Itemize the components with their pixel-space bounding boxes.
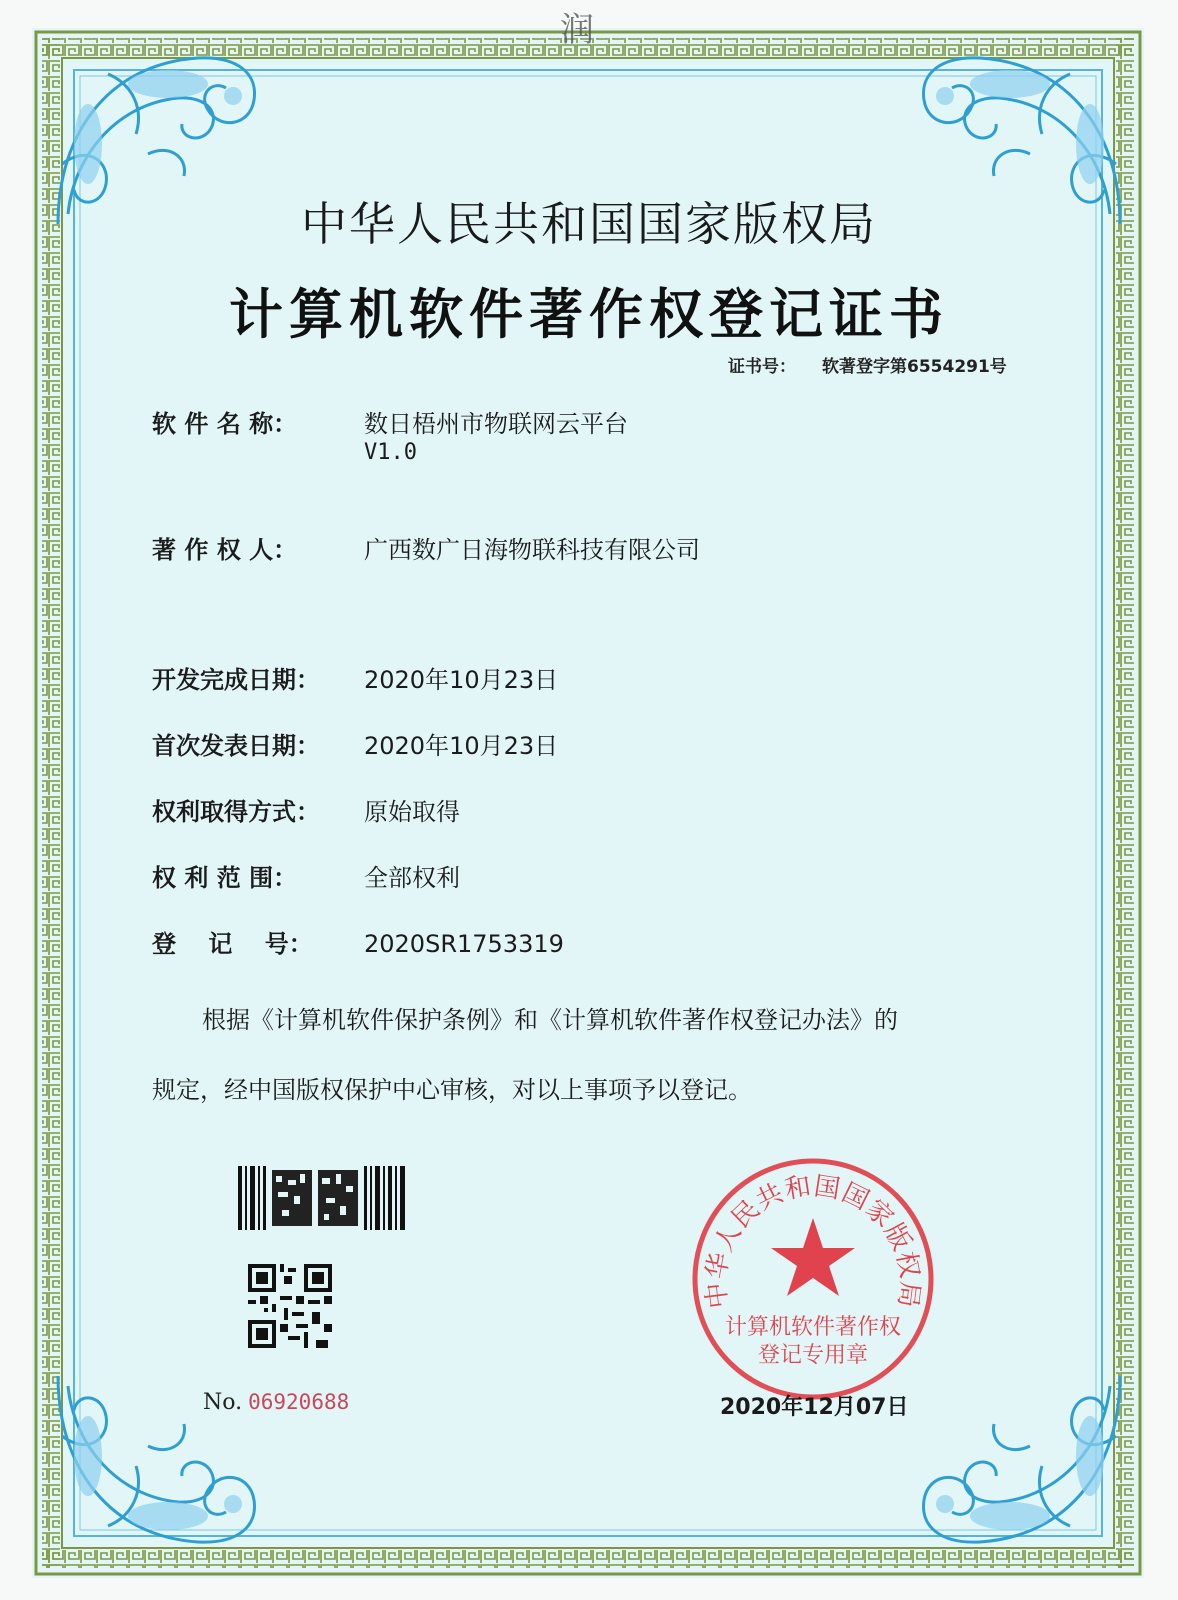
issuer-title: 中华人民共和国国家版权局 [301, 197, 877, 251]
field-label: 登 记 号： [152, 930, 313, 958]
official-seal [690, 1156, 936, 1402]
field-value: 广西数广日海物联科技有限公司 [364, 536, 700, 564]
field-copyright-owner [152, 530, 700, 565]
field-value: 数日梧州市物联网云平台 [364, 410, 628, 438]
field-completion-date [152, 660, 558, 695]
certificate-number-label: 证书号： [728, 357, 796, 377]
field-value: 2020年10月23日 [364, 732, 559, 760]
field-rights-scope [152, 858, 460, 893]
statement-line-1: 根据《计算机软件保护条例》和《计算机软件著作权登记办法》的 [202, 1006, 898, 1034]
field-acquisition-method [152, 792, 460, 827]
field-software-name [152, 404, 628, 465]
field-label: 著 作 权 人： [152, 536, 298, 564]
qr-code [248, 1264, 332, 1348]
field-value: 原始取得 [364, 798, 460, 826]
seal-star-icon [771, 1218, 855, 1296]
seal-arc-text: 中华人民共和国国家版权局 [701, 1171, 925, 1311]
corner-ornament-bottom-right [910, 1366, 1130, 1556]
certificate-title: 计算机软件著作权登记证书 [229, 283, 949, 346]
field-publication-date [152, 726, 558, 761]
field-label: 软 件 名 称： [152, 410, 298, 438]
handwritten-mark: 润 [560, 10, 594, 50]
seal-line-2: 登记专用章 [757, 1343, 869, 1368]
serial-number [203, 1390, 349, 1415]
field-label: 权 利 范 围： [152, 864, 298, 892]
field-value: 2020SR1753319 [364, 930, 564, 958]
software-version: V1.0 [364, 440, 417, 465]
issue-date: 2020年12月07日 [720, 1395, 909, 1420]
certificate-number-value: 软著登字第6554291号 [822, 357, 1007, 377]
barcode [238, 1166, 408, 1230]
field-label: 权利取得方式： [152, 798, 320, 826]
statement-line-2: 规定，经中国版权保护中心审核，对以上事项予以登记。 [152, 1076, 752, 1104]
field-value: 全部权利 [364, 864, 460, 892]
seal-line-1: 计算机软件著作权 [724, 1315, 902, 1340]
field-label: 开发完成日期： [152, 666, 320, 694]
certificate-number [728, 352, 1007, 377]
field-label: 首次发表日期： [152, 732, 320, 760]
field-value: 2020年10月23日 [364, 666, 559, 694]
serial-prefix: No. [203, 1390, 243, 1415]
field-registration-number [152, 924, 564, 959]
serial-value: 06920688 [248, 1390, 350, 1414]
